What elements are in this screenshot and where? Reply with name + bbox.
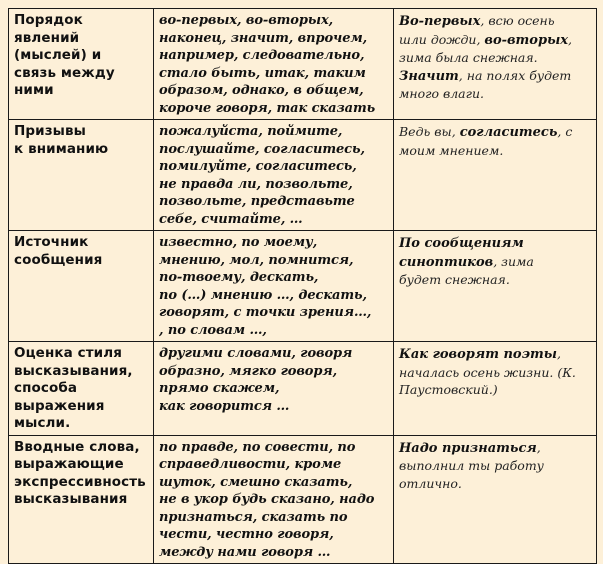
- example-cell: [394, 9, 597, 120]
- example-highlight: Значит: [399, 68, 459, 84]
- words-cell: по правде, по совести, по справедливости, кроме шуток, смешно сказать, не в укор будь сказано, надо признаться, сказать по чести, честно говоря, между нами говоря …: [154, 435, 394, 564]
- words-cell: другими словами, говоря образно, мягко говоря, прямо скажем, как говорится …: [154, 342, 394, 436]
- category-cell: Порядок явлений (мыслей) и связь между ними: [9, 9, 154, 120]
- example-highlight: во-вторых: [484, 32, 569, 48]
- example-highlight: согласитесь: [459, 125, 558, 140]
- category-cell: Источник сообщения: [9, 231, 154, 342]
- example-text: , началась осень жизни. (К. Паустовский.): [399, 346, 576, 397]
- example-highlight: Как говорят поэты: [399, 347, 557, 362]
- words-cell: пожалуйста, поймите, послушайте, согласитесь, помилуйте, согласитесь, не правда ли, позвольте, позвольте, представьте себе, считайте, …: [154, 120, 394, 231]
- example-highlight: Во-первых: [399, 14, 481, 29]
- words-cell: во-первых, во-вторых, наконец, значит, впрочем, например, следовательно, стало быть, итак, таким образом, однако, в общем, короче говоря, так сказать: [154, 9, 394, 120]
- example-highlight: Надо признаться: [399, 440, 537, 456]
- table-row: [9, 342, 597, 436]
- example-text: , выполнил ты работу отлично.: [399, 439, 544, 491]
- words-cell: известно, по моему, мнению, мол, помнится, по-твоему, дескать, по (…) мнению …, дескать, говорят, с точки зрения…, , по словам …,: [154, 231, 394, 342]
- example-highlight: По сообщениям синоптиков: [399, 236, 524, 270]
- category-cell: Оценка стиля высказывания, способа выражения мысли.: [9, 342, 154, 436]
- example-cell: [394, 342, 597, 436]
- table-row: [9, 120, 597, 231]
- example-cell: [394, 231, 597, 342]
- example-text: , на полях будет много влаги.: [399, 67, 572, 101]
- example-text: , с моим мнением.: [399, 124, 573, 158]
- table-row: [9, 231, 597, 342]
- category-cell: Призывы к вниманию: [9, 120, 154, 231]
- example-cell: [394, 120, 597, 231]
- table-row: [9, 435, 597, 564]
- example-text: , зима будет снежная.: [399, 253, 534, 287]
- example-text: , всю осень шли дожди,: [399, 13, 555, 47]
- introductory-words-table: [8, 8, 597, 564]
- example-text: , зима была снежная.: [399, 31, 573, 65]
- category-cell: Вводные слова, выражающие экспрессивность высказывания: [9, 435, 154, 564]
- example-text: Ведь вы,: [399, 124, 460, 139]
- table-row: [9, 9, 597, 120]
- example-cell: [394, 435, 597, 564]
